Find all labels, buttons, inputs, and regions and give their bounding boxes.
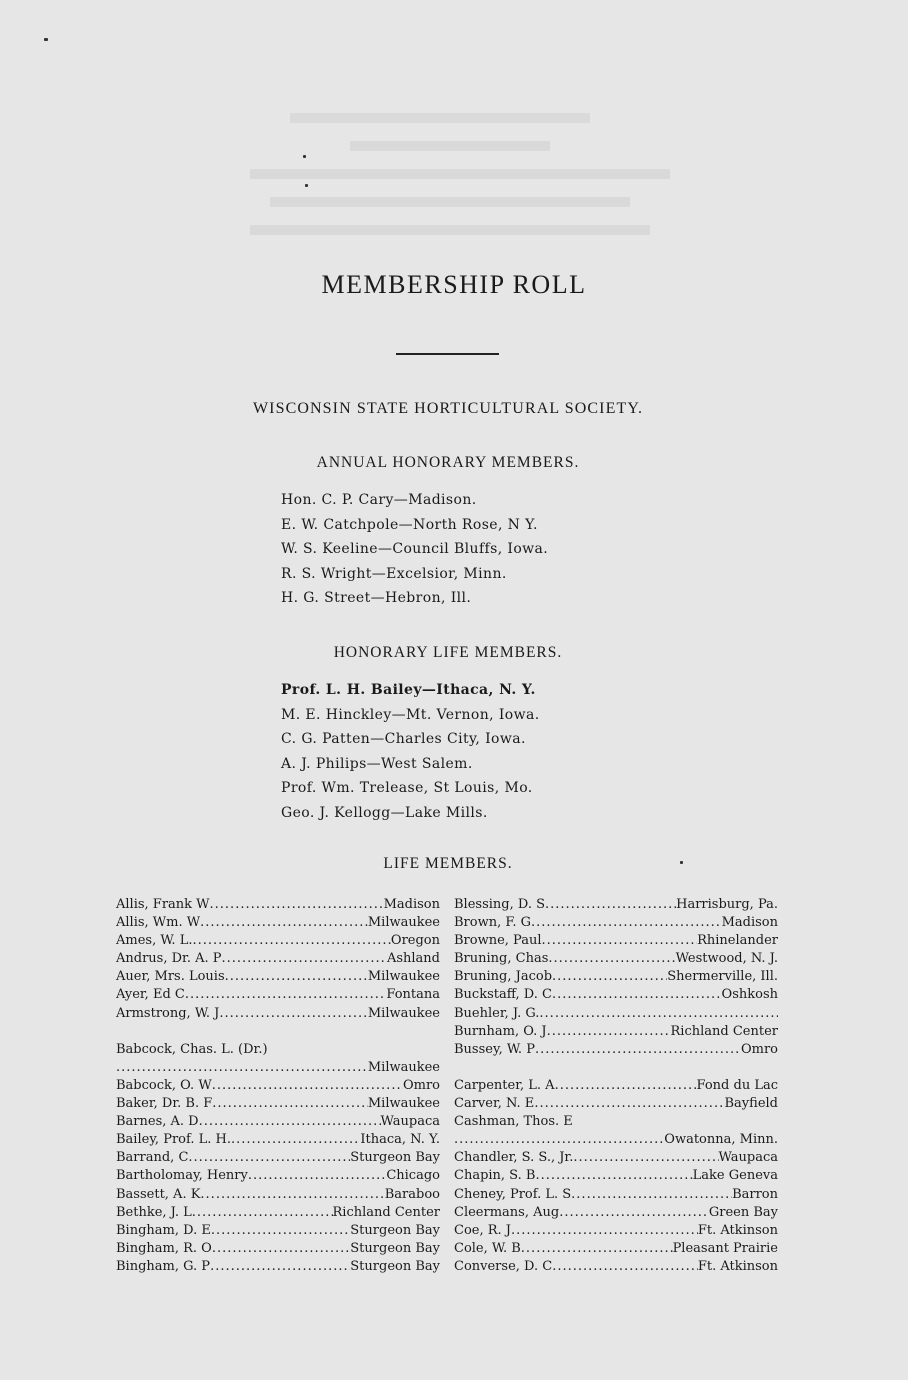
member-entry [116, 1095, 440, 1113]
member-place: Green Bay [708, 1204, 778, 1220]
member-entry [454, 1258, 778, 1276]
member-entry [116, 1186, 440, 1204]
member-place: Sturgeon Bay [350, 1222, 440, 1238]
member-entry [454, 1167, 778, 1185]
dot-leader [454, 1131, 664, 1149]
member-place: Barron [732, 1186, 778, 1202]
dot-leader [199, 1113, 381, 1131]
member-name: Browne, Paul [454, 933, 542, 949]
honorary-life-heading: HONORARY LIFE MEMBERS. [333, 644, 563, 661]
life-members-right-column [454, 896, 778, 1276]
member-place: Sturgeon Bay [350, 1240, 440, 1256]
dot-leader [552, 986, 722, 1004]
dot-leader [225, 968, 368, 986]
member-place: Baraboo [384, 1186, 440, 1202]
member-entry [116, 932, 440, 950]
dot-leader [535, 1167, 692, 1185]
member-entry [116, 1204, 440, 1222]
dot-leader [548, 950, 675, 968]
member-place: Fontana [386, 987, 440, 1003]
member-entry [116, 1059, 440, 1077]
dot-leader [219, 1005, 367, 1023]
member-entry [116, 1240, 440, 1258]
member-place: Sturgeon Bay [350, 1258, 440, 1274]
member-name: Barrand, C [116, 1150, 189, 1166]
member-place: Shermerville, Ill. [667, 969, 778, 985]
member-entry [116, 986, 440, 1004]
member-entry [454, 1041, 778, 1059]
dot-leader [534, 1095, 724, 1113]
member-name: Ayer, Ed C [116, 987, 185, 1003]
life-members-left-column [116, 896, 440, 1276]
dot-leader [200, 1186, 384, 1204]
member-entry [116, 896, 440, 914]
member-entry [454, 914, 778, 932]
member-entry [116, 1005, 440, 1023]
member-place: Richland Center [332, 1204, 440, 1220]
member-name: Bingham, R. O [116, 1240, 212, 1256]
dot-leader [521, 1240, 673, 1258]
honorary-life-list [281, 678, 540, 826]
member-entry [116, 1131, 440, 1149]
member-name: Coe, R. J [454, 1222, 511, 1238]
member-name: Babcock, O. W [116, 1077, 212, 1093]
member-name: Bruning, Chas [454, 951, 549, 967]
member-place: Oregon [390, 933, 440, 949]
member-entry [454, 1059, 778, 1077]
list-item: W. S. Keeline—Council Bluffs, Iowa. [281, 541, 549, 558]
member-place: Rhinelander [697, 933, 778, 949]
member-name: Buckstaff, D. C [454, 987, 552, 1003]
member-entry [454, 968, 778, 986]
member-name: Blessing, D. S [454, 897, 545, 912]
page-title: MEMBERSHIP ROLL [321, 270, 587, 299]
member-entry [454, 1023, 778, 1041]
member-name: Converse, D. C [454, 1258, 553, 1274]
member-place: Omro [402, 1077, 440, 1093]
member-place: Ithaca, N. Y. [360, 1132, 440, 1148]
list-item: Hon. C. P. Cary—Madison. [281, 492, 477, 508]
dot-leader [511, 1222, 698, 1240]
member-name: Armstrong, W. J [116, 1005, 220, 1021]
dot-leader [545, 896, 676, 914]
member-place: Omro [740, 1041, 778, 1057]
member-name: Carver, N. E [454, 1096, 535, 1112]
member-place: Chicago [386, 1168, 440, 1184]
member-place: Harrisburg, Pa. [676, 897, 778, 912]
member-name: Baker, Dr. B. F [116, 1096, 213, 1112]
member-name: Cheney, Prof. L. S [454, 1186, 572, 1202]
member-entry [116, 1077, 440, 1095]
member-entry [116, 1258, 440, 1276]
dot-leader [571, 1186, 732, 1204]
member-place: Milwaukee [367, 915, 440, 931]
member-place: Milwaukee [367, 1096, 440, 1112]
member-entry [116, 1023, 440, 1041]
member-entry [454, 950, 778, 968]
member-entry [454, 932, 778, 950]
member-name: Bingham, G. P [116, 1258, 211, 1274]
member-place: Oshkosh [721, 987, 778, 1003]
member-entry [454, 1186, 778, 1204]
member-name: Barnes, A. D [116, 1114, 199, 1130]
member-name: Bassett, A. K [116, 1186, 201, 1202]
member-entry [116, 1167, 440, 1185]
member-name: Andrus, Dr. A. P [116, 951, 222, 967]
list-item: E. W. Catchpole—North Rose, N Y. [281, 516, 538, 533]
member-entry [454, 1222, 778, 1240]
member-entry [454, 1095, 778, 1113]
dot-leader [211, 1222, 350, 1240]
member-entry [116, 968, 440, 986]
member-name: Ames, W. L. [116, 933, 193, 949]
dot-leader [231, 1131, 360, 1149]
member-entry [454, 1131, 778, 1149]
member-entry [454, 1077, 778, 1095]
dot-leader [192, 932, 390, 950]
member-entry [116, 1149, 440, 1167]
list-item: Prof. Wm. Trelease, St Louis, Mo. [281, 780, 533, 797]
member-name: Allis, Wm. W [116, 915, 201, 931]
dot-leader [212, 1077, 403, 1095]
annual-honorary-list [281, 488, 548, 611]
annual-honorary-heading: ANNUAL HONORARY MEMBERS. [316, 454, 580, 471]
member-place: Ft. Atkinson [697, 1222, 778, 1238]
list-item: M. E. Hinckley—Mt. Vernon, Iowa. [281, 706, 540, 723]
member-entry [116, 950, 440, 968]
member-name: Chapin, S. B [454, 1168, 536, 1184]
member-place: Bayfield [724, 1096, 778, 1112]
member-name: Chandler, S. S., Jr. [454, 1150, 574, 1166]
member-place: Milwaukee [367, 1005, 440, 1021]
dot-leader [210, 1258, 350, 1276]
dot-leader [200, 914, 368, 932]
member-place: Madison [721, 915, 778, 931]
member-name: Cleermans, Aug [454, 1204, 560, 1220]
member-entry [116, 1113, 440, 1131]
member-entry [116, 914, 440, 932]
member-name: Buehler, J. G. [454, 1005, 540, 1021]
dot-leader [542, 932, 698, 950]
society-heading: WISCONSIN STATE HORTICULTURAL SOCIETY. [252, 400, 644, 417]
member-name: Cashman, Thos. E [454, 1114, 573, 1130]
member-entry [454, 896, 778, 914]
bleed-through-text [250, 95, 750, 395]
member-entry [454, 1240, 778, 1258]
dot-leader [573, 1149, 718, 1167]
member-name: Cole, W. B [454, 1240, 521, 1256]
member-entry [454, 1113, 778, 1131]
member-name: Bussey, W. P [454, 1041, 535, 1057]
dot-leader [535, 1041, 741, 1059]
title-divider [396, 353, 499, 355]
dot-leader [116, 1059, 368, 1077]
member-place: Lake Geneva [692, 1168, 778, 1184]
dot-leader [555, 1077, 697, 1095]
member-place: Ft. Atkinson [697, 1258, 778, 1274]
member-place: Milwaukee [367, 969, 440, 985]
dot-leader [539, 1005, 778, 1023]
member-name: Bingham, D. E [116, 1222, 211, 1238]
member-name: Babcock, Chas. L. (Dr.) [116, 1041, 268, 1057]
dot-leader [552, 968, 667, 986]
member-entry [116, 1222, 440, 1240]
member-entry [454, 986, 778, 1004]
list-item: Geo. J. Kellogg—Lake Mills. [281, 804, 488, 821]
member-entry [454, 1005, 778, 1023]
list-item: C. G. Patten—Charles City, Iowa. [281, 731, 526, 748]
dot-leader [212, 1095, 368, 1113]
dot-leader [212, 1240, 350, 1258]
member-place: Fond du Lac [696, 1077, 778, 1093]
member-place: Waupaca [718, 1150, 778, 1166]
member-name: Burnham, O. J [454, 1023, 547, 1039]
list-item: A. J. Philips—West Salem. [281, 755, 473, 772]
member-place: Pleasant Prairie [672, 1240, 778, 1256]
dot-leader [559, 1204, 709, 1222]
member-place: Westwood, N. J. [675, 951, 778, 967]
member-place: Owatonna, Minn. [664, 1132, 778, 1148]
member-place: Waupaca [380, 1114, 440, 1130]
dot-leader [547, 1023, 671, 1041]
list-item: R. S. Wright—Excelsior, Minn. [281, 565, 507, 582]
member-entry [454, 1204, 778, 1222]
member-place: Richland Center [670, 1023, 778, 1039]
dot-leader [552, 1258, 698, 1276]
member-place: Sturgeon Bay [350, 1150, 440, 1166]
member-name: Carpenter, L. A [454, 1077, 555, 1093]
member-name: Bartholomay, Henry [116, 1168, 248, 1184]
member-name: Bethke, J. L [116, 1204, 192, 1220]
list-item: Prof. L. H. Bailey—Ithaca, N. Y. [281, 682, 536, 698]
member-place: Milwaukee [367, 1059, 440, 1075]
member-name: Auer, Mrs. Louis [116, 969, 225, 985]
dot-leader [188, 1149, 350, 1167]
dot-leader [210, 896, 384, 914]
member-name: Brown, F. G [454, 915, 532, 931]
member-name: Allis, Frank W [116, 897, 210, 912]
list-item: H. G. Street—Hebron, Ill. [281, 590, 472, 607]
dot-leader [192, 1204, 333, 1222]
dot-leader [221, 950, 386, 968]
member-name: Bruning, Jacob [454, 969, 553, 985]
member-entry [116, 1041, 440, 1059]
dot-leader [531, 914, 722, 932]
life-members-heading: LIFE MEMBERS. [383, 855, 513, 872]
member-place: Ashland [386, 951, 440, 967]
member-place: Madison [383, 897, 440, 912]
member-entry [454, 1149, 778, 1167]
member-name: Bailey, Prof. L. H. [116, 1132, 231, 1148]
dot-leader [185, 986, 387, 1004]
dot-leader [248, 1167, 386, 1185]
